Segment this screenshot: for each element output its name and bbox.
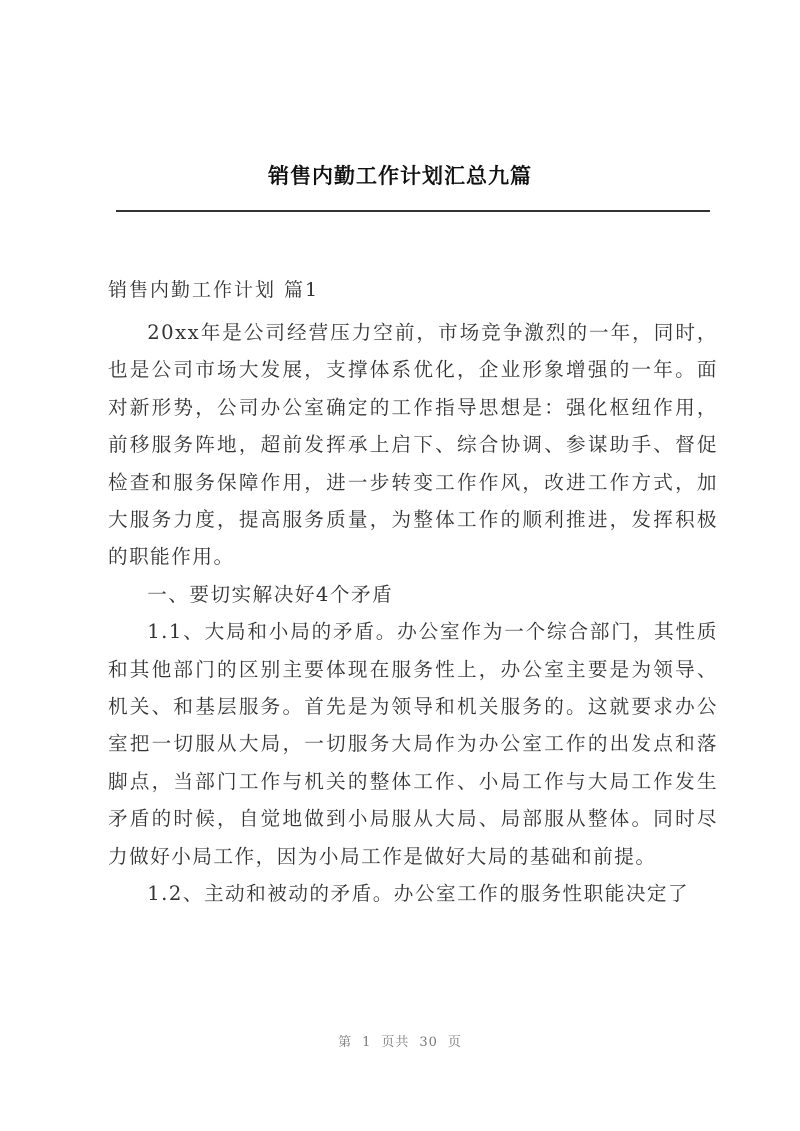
footer-label-page: 第	[338, 1035, 353, 1050]
page-footer	[0, 1031, 800, 1050]
paragraph-intro: 20xx年是公司经营压力空前，市场竞争激烈的一年，同时，也是公司市场大发展，支撑体系优化，企业形象增强的一年。面对新形势，公司办公室确定的工作指导思想是：强化枢纽作用，前移服务阵地，超前发挥承上启下、综合协调、参谋助手、督促检查和服务保障作用，进一步转变工作作风，改进工作方式，加大服务力度，提高服务质量，为整体工作的顺利推进，发挥积极的职能作用。	[108, 321, 718, 569]
document-title: 销售内勤工作计划汇总九篇	[268, 164, 532, 188]
document-body	[108, 314, 718, 913]
paragraph-subheading: 一、要切实解决好4个矛盾	[147, 582, 394, 606]
footer-label-of: 页共	[381, 1035, 410, 1050]
footer-current-page: 1	[362, 1035, 372, 1050]
section-heading: 销售内勤工作计划 篇1	[108, 279, 320, 301]
footer-label-pages: 页	[447, 1035, 462, 1050]
paragraph-item-1-1: 1.1、大局和小局的矛盾。办公室作为一个综合部门，其性质和其他部门的区别主要体现在服务性上，办公室主要是为领导、机关、和基层服务。首先是为领导和机关服务的。这就要求办公室把一切服从大局，一切服务大局作为办公室工作的出发点和落脚点，当部门工作与机关的整体工作、小局工作与大局工作发生矛盾的时候，自觉地做到小局服从大局、局部服从整体。同时尽力做好小局工作，因为小局工作是做好大局的基础和前提。	[108, 620, 718, 868]
title-divider	[116, 210, 710, 212]
paragraph-item-1-2: 1.2、主动和被动的矛盾。办公室工作的服务性职能决定了	[147, 882, 690, 906]
footer-total-pages: 30	[419, 1035, 438, 1050]
